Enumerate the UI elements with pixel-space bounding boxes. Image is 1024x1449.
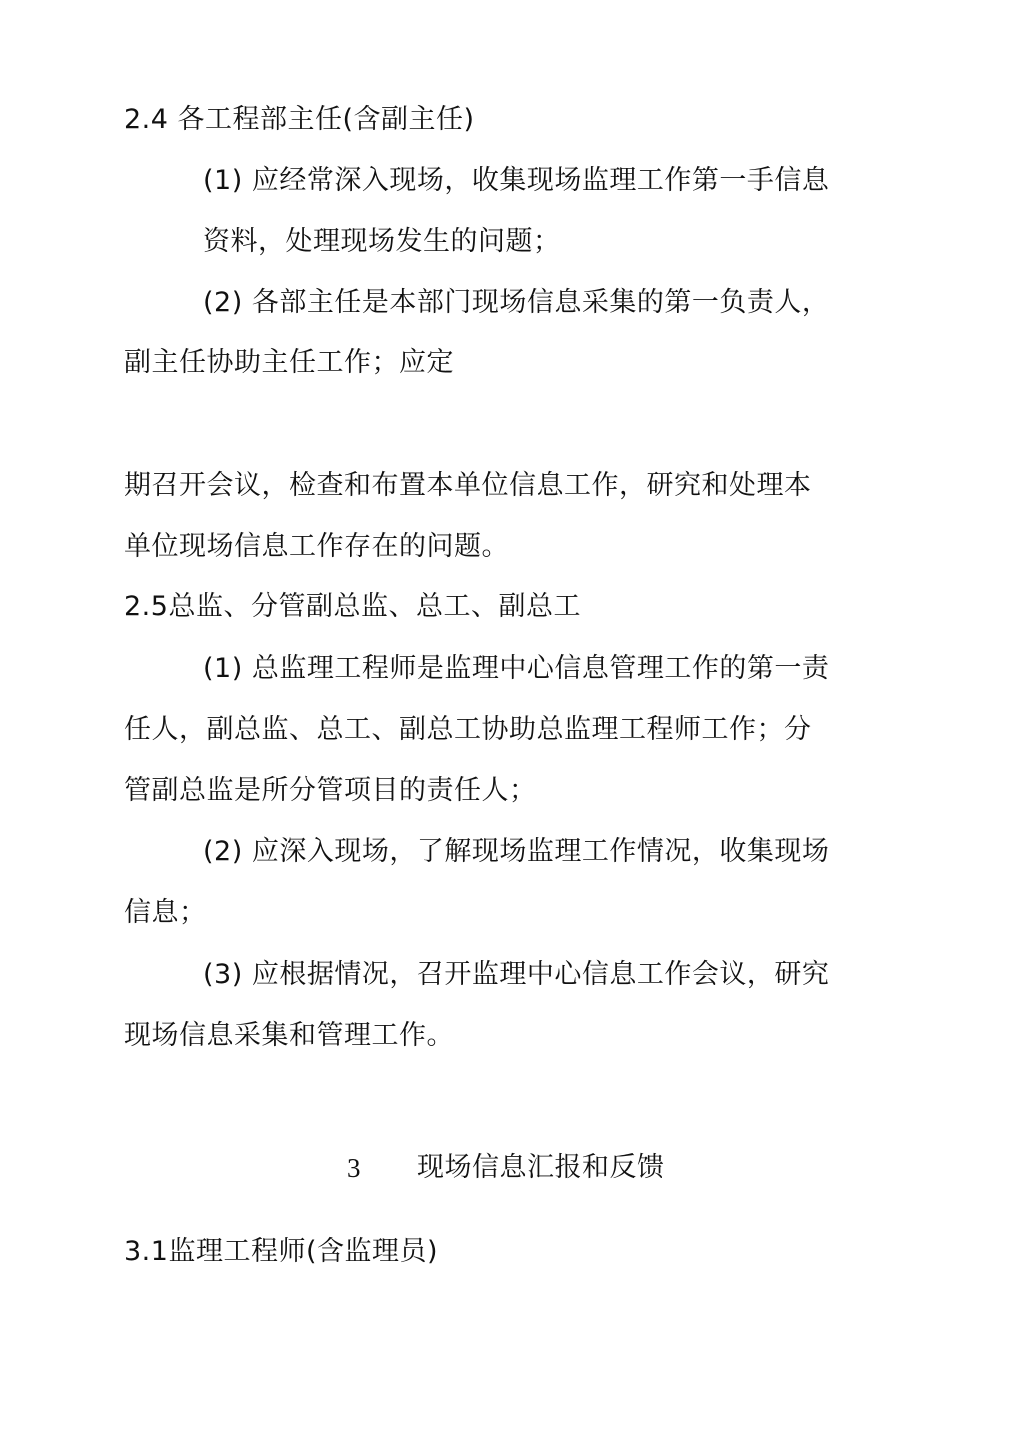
paragraph-line: 信息；	[124, 897, 207, 928]
section-heading-2-4: 2.4 各工程部主任(含副主任)	[124, 104, 475, 135]
paragraph-line: 单位现场信息工作存在的问题。	[124, 531, 509, 562]
paragraph-line: 资料，处理现场发生的问题；	[203, 226, 561, 257]
chapter-number: 3	[347, 1153, 361, 1183]
paragraph-line: (3) 应根据情况，召开监理中心信息工作会议，研究	[203, 959, 830, 990]
paragraph-line: (1) 应经常深入现场，收集现场监理工作第一手信息	[203, 165, 830, 196]
paragraph-line: 期召开会议，检查和布置本单位信息工作，研究和处理本	[124, 470, 812, 501]
paragraph-line: 管副总监是所分管项目的责任人；	[124, 775, 537, 806]
paragraph-line: 现场信息采集和管理工作。	[124, 1020, 454, 1051]
paragraph-line: 任人，副总监、总工、副总工协助总监理工程师工作；分	[124, 714, 812, 745]
paragraph-line: (2) 各部主任是本部门现场信息采集的第一负责人，	[203, 287, 830, 318]
paragraph-line: (2) 应深入现场，了解现场监理工作情况，收集现场	[203, 836, 830, 867]
section-heading-3-1: 3.1监理工程师(含监理员)	[124, 1236, 439, 1267]
paragraph-line: 副主任协助主任工作；应定	[124, 347, 454, 378]
chapter-title: 现场信息汇报和反馈	[417, 1152, 665, 1183]
paragraph-line: (1) 总监理工程师是监理中心信息管理工作的第一责	[203, 653, 830, 684]
section-heading-2-5: 2.5总监、分管副总监、总工、副总工	[124, 591, 581, 622]
